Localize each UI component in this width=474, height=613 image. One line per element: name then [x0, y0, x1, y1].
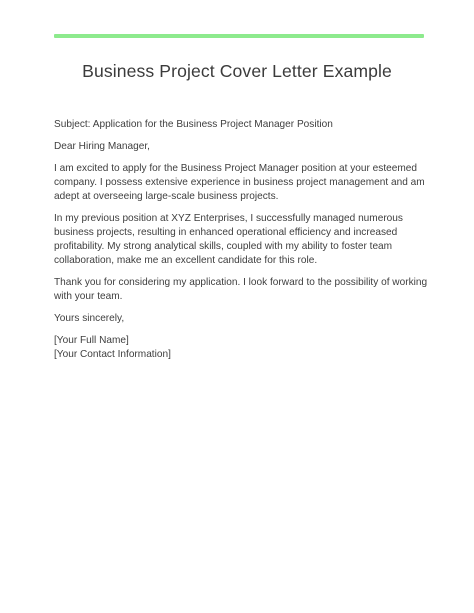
paragraph-1: I am excited to apply for the Business Project Manager position at your esteemed company. I possess extensive experience in business project management and am adept at overseeing large-scale business projects.	[54, 163, 425, 202]
greeting: Dear Hiring Manager,	[54, 141, 150, 152]
closing: Yours sincerely,	[54, 313, 125, 324]
page-title: Business Project Cover Letter Example	[82, 61, 392, 81]
paragraph-3: Thank you for considering my application. I look forward to the possibility of working with your team.	[54, 277, 428, 302]
subject-line: Subject: Application for the Business Project Manager Position	[54, 119, 333, 130]
signature-block	[54, 334, 429, 362]
paragraph-2: In my previous position at XYZ Enterprises, I successfully managed numerous business projects, resulting in enhanced operational efficiency and increased profitability. My strong analytical skills, coupled with my ability to foster team collaboration, make me an excellent candidate for this role.	[54, 213, 403, 266]
letter-body	[54, 118, 429, 370]
accent-bar	[54, 34, 424, 38]
signature-contact: [Your Contact Information]	[54, 349, 171, 360]
signature-name: [Your Full Name]	[54, 335, 129, 346]
